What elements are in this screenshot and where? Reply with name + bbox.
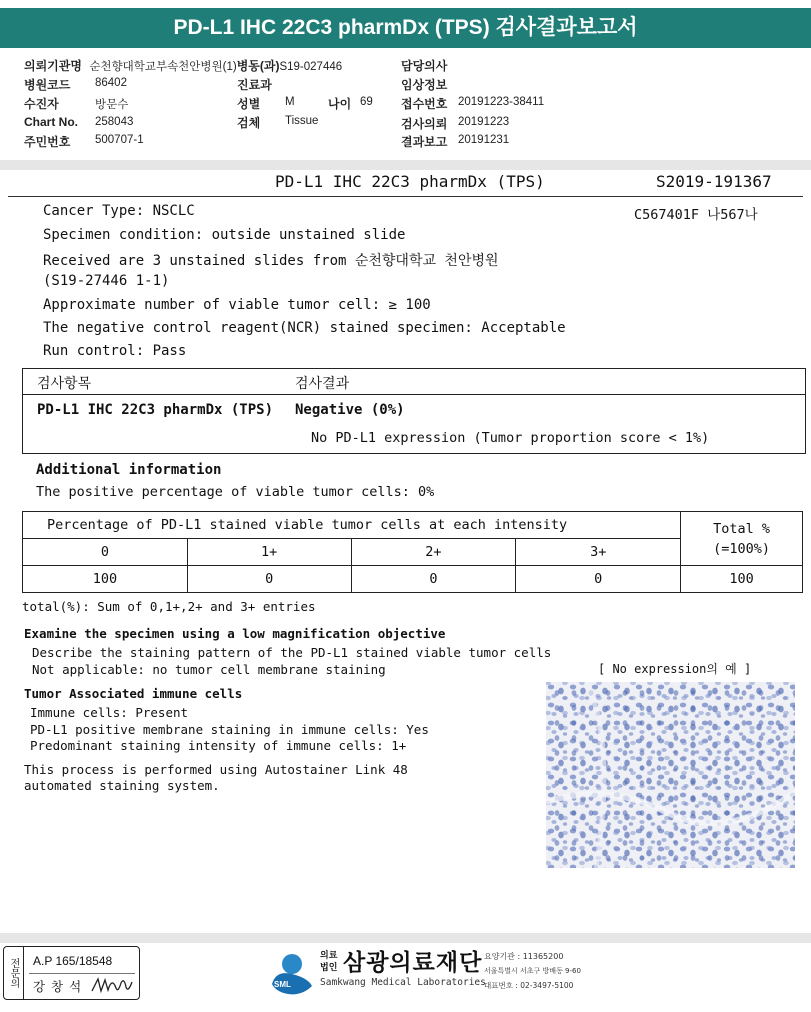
sex-value: M bbox=[285, 96, 295, 108]
case-code: S2019-191367 bbox=[656, 172, 772, 191]
signature-title: 전문의 bbox=[4, 947, 24, 999]
immune-line-1: Immune cells: Present bbox=[30, 705, 189, 720]
patient-label: 수진자 bbox=[24, 97, 59, 111]
signature-mark bbox=[90, 973, 134, 997]
image-caption: [ No expression의 예 ] bbox=[598, 662, 752, 676]
patient-value: 방문수 bbox=[95, 99, 129, 111]
specimen-condition-line: Specimen condition: outside unstained slide bbox=[43, 227, 406, 243]
hospital-code-label: 병원코드 bbox=[24, 78, 71, 92]
report-label: 결과보고 bbox=[401, 135, 448, 149]
ward-label: 병동(과) bbox=[236, 59, 280, 73]
test-result-detail: No PD-L1 expression (Tumor proportion score < 1%) bbox=[311, 430, 710, 446]
intensity-value-2plus: 0 bbox=[351, 566, 516, 593]
examine-line-1: Describe the staining pattern of the PD-L1 stained viable tumor cells bbox=[32, 645, 552, 660]
clinical-info-label: 임상정보 bbox=[401, 78, 448, 92]
corp-type-line-2: 법인 bbox=[320, 963, 338, 973]
total-header-line1: Total % bbox=[713, 520, 770, 537]
dept-label: 진료과 bbox=[237, 78, 272, 92]
result-box-header bbox=[23, 369, 805, 395]
company-english: Samkwang Medical Laboratories bbox=[320, 977, 486, 988]
examine-title: Examine the specimen using a low magnification objective bbox=[24, 626, 446, 641]
intensity-col-2plus: 2+ bbox=[351, 539, 516, 566]
corp-type bbox=[320, 950, 337, 974]
subtitle-rule bbox=[8, 196, 803, 197]
total-value: 100 bbox=[681, 566, 803, 593]
immune-line-3: Predominant staining intensity of immune cells: 1+ bbox=[30, 738, 407, 753]
company-name: 삼광의료재단 bbox=[343, 950, 483, 976]
pathologist-name: 강 창 석 bbox=[33, 979, 83, 994]
examine-line-2: Not applicable: no tumor cell membrane staining bbox=[32, 662, 386, 677]
process-line-1: This process is performed using Autostainer Link 48 bbox=[24, 762, 408, 777]
run-control-line: Run control: Pass bbox=[43, 343, 187, 359]
request-value: 20191223 bbox=[458, 116, 510, 128]
chart-value: 258043 bbox=[95, 116, 134, 128]
slide-id-line: (S19-27446 1-1) bbox=[43, 273, 170, 289]
contact-line-3: 대표번호 : 02-3497-5100 bbox=[484, 981, 574, 990]
receipt-label: 접수번호 bbox=[401, 97, 448, 111]
footer-divider bbox=[0, 933, 811, 943]
license-number: A.P 165/18548 bbox=[33, 954, 113, 968]
header-divider bbox=[0, 160, 811, 170]
ncr-line: The negative control reagent(NCR) stained specimen: Acceptable bbox=[43, 320, 566, 336]
institution-value: 순천향대학교부속천안병원(1) bbox=[89, 61, 237, 73]
doctor-label: 담당의사 bbox=[401, 59, 448, 73]
intensity-value-0: 100 bbox=[23, 566, 188, 593]
intensity-group-header: Percentage of PD-L1 stained viable tumor cells at each intensity bbox=[23, 512, 681, 539]
process-line-2: automated staining system. bbox=[24, 778, 220, 793]
result-box bbox=[22, 368, 806, 454]
institution-label: 의뢰기관명 bbox=[24, 59, 82, 73]
test-result-value: Negative (0%) bbox=[295, 402, 405, 418]
specimen-value: Tissue bbox=[285, 115, 319, 127]
age-value: 69 bbox=[360, 96, 373, 108]
intensity-table bbox=[22, 511, 803, 593]
viable-cell-line: Approximate number of viable tumor cell: ≥ 100 bbox=[43, 297, 431, 313]
contact-line-1: 요양기관 : 11365200 bbox=[484, 952, 564, 961]
sml-logo-icon bbox=[268, 948, 318, 998]
test-item-header: 검사항목 bbox=[37, 376, 92, 392]
report-title: PD-L1 IHC 22C3 pharmDx (TPS) 검사결과보고서 bbox=[0, 8, 811, 48]
test-result-header: 검사결과 bbox=[295, 376, 350, 392]
ward-value: S19-027446 bbox=[279, 61, 343, 73]
intensity-col-1plus: 1+ bbox=[187, 539, 351, 566]
table-note: total(%): Sum of 0,1+,2+ and 3+ entries bbox=[22, 599, 316, 614]
sml-logo-text: SML bbox=[274, 980, 291, 989]
sub-title: PD-L1 IHC 22C3 pharmDx (TPS) bbox=[275, 172, 545, 191]
report-value: 20191231 bbox=[458, 134, 510, 146]
test-item-value: PD-L1 IHC 22C3 pharmDx (TPS) bbox=[37, 402, 274, 418]
receipt-value: 20191223-38411 bbox=[458, 96, 545, 108]
block-code: C567401F 나567나 bbox=[634, 207, 758, 223]
cancer-type-line: Cancer Type: NSCLC bbox=[43, 203, 195, 219]
immune-line-2: PD-L1 positive membrane staining in immune cells: Yes bbox=[30, 722, 429, 737]
received-line: Received are 3 unstained slides from 순천향대학교 천안병원 bbox=[43, 253, 499, 269]
request-label: 검사의뢰 bbox=[401, 117, 448, 131]
institution-row bbox=[24, 57, 342, 74]
sex-label: 성별 bbox=[237, 97, 261, 111]
additional-info-title: Additional information bbox=[36, 462, 222, 478]
additional-info-line: The positive percentage of viable tumor cells: 0% bbox=[36, 484, 435, 500]
signature-box bbox=[3, 946, 140, 1000]
age-label: 나이 bbox=[328, 97, 352, 111]
table-row bbox=[23, 512, 803, 539]
total-header-line2: (=100%) bbox=[713, 540, 770, 557]
id-value: 500707-1 bbox=[95, 134, 144, 146]
corp-type-line-1: 의료 bbox=[320, 951, 338, 961]
id-label: 주민번호 bbox=[24, 135, 71, 149]
contact-line-2: 서울특별시 서초구 방배동 9-60 bbox=[484, 967, 581, 975]
intensity-value-3plus: 0 bbox=[516, 566, 681, 593]
intensity-col-3plus: 3+ bbox=[516, 539, 681, 566]
intensity-col-0: 0 bbox=[23, 539, 188, 566]
table-row bbox=[23, 566, 803, 593]
microscopy-image bbox=[546, 682, 795, 868]
immune-title: Tumor Associated immune cells bbox=[24, 686, 243, 701]
total-header bbox=[681, 512, 803, 566]
hospital-code-value: 86402 bbox=[95, 77, 127, 89]
chart-label: Chart No. bbox=[24, 115, 78, 129]
specimen-label: 검체 bbox=[237, 116, 261, 130]
intensity-value-1plus: 0 bbox=[187, 566, 351, 593]
